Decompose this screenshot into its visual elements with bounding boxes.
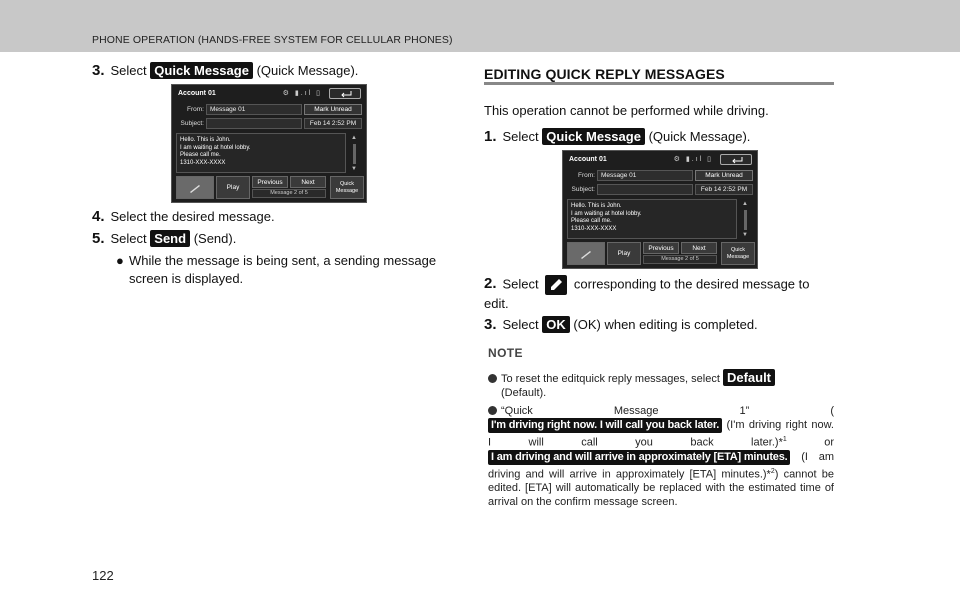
quick-message-button[interactable]: [330, 176, 364, 199]
section-title: EDITING QUICK REPLY MESSAGES: [484, 66, 725, 82]
subject-label: Subject:: [571, 186, 595, 193]
note-item-2: [488, 404, 834, 509]
message-body: [567, 199, 737, 239]
note-prefix: “Quick Message 1” (: [501, 405, 834, 417]
bullet-dot: [488, 406, 497, 415]
body-line: I am waiting at hotel lobby.: [180, 144, 251, 151]
step-suffix: (OK) when editing is completed.: [573, 317, 758, 332]
account-title: Account 01: [178, 90, 216, 97]
ok-label: OK: [542, 316, 570, 333]
body-line: Please call me.: [180, 152, 221, 158]
status-icons: ⚙ ▮.ıl ▯: [282, 90, 322, 97]
intro: This operation cannot be performed while driving.: [484, 103, 769, 118]
bullet-dot: [488, 374, 497, 383]
step-prefix: Select: [110, 63, 147, 78]
pencil-icon: [545, 275, 567, 295]
mark-unread-button[interactable]: Mark Unread: [304, 104, 362, 115]
body-line: 1310-XXX-XXXX: [180, 159, 226, 166]
control-bar: [176, 176, 362, 199]
body-line: I am waiting at hotel lobby.: [571, 210, 642, 217]
from-field: Message 01: [597, 170, 693, 181]
default-label: Default: [723, 369, 775, 386]
step-suffix: (Send).: [193, 231, 237, 246]
footnote-1: 1: [782, 436, 787, 443]
from-field: Message 01: [206, 104, 302, 115]
back-arrow-icon: [340, 90, 352, 98]
bullet-dot: ●: [116, 253, 124, 268]
step-number: 3.: [92, 62, 105, 79]
step-suffix: (Quick Message).: [648, 129, 751, 144]
scroll-track[interactable]: [744, 210, 747, 230]
driving-back-later-label: I'm driving right now. I will call you back later.: [488, 418, 722, 433]
play-button[interactable]: Play: [216, 176, 250, 199]
note-item-1: [488, 369, 834, 400]
step-number: 1.: [484, 128, 497, 145]
body-line: 1310-XXX-XXXX: [571, 225, 617, 232]
body-line: Hello. This is John.: [571, 203, 622, 209]
step-prefix: Select: [502, 276, 539, 292]
chapter-title: PHONE OPERATION (HANDS-FREE SYSTEM FOR CELLULAR PHONES): [92, 34, 453, 46]
driving-eta-label: I am driving and will arrive in approximately [ETA] minutes.: [488, 450, 790, 465]
step-prefix: Select: [110, 231, 147, 246]
account-title: Account 01: [569, 156, 607, 163]
intro-text: [484, 102, 769, 120]
left-bullet: [116, 252, 446, 288]
message-counter: Message 2 of 5: [643, 255, 717, 264]
pencil-icon: [579, 249, 593, 259]
send-label: Send: [150, 230, 190, 247]
step-suffix: corresponding to the desired message to edit.: [484, 276, 810, 311]
quick-label: Quick: [339, 181, 355, 187]
from-label: From:: [578, 172, 595, 179]
quick-message-label: Quick Message: [150, 62, 253, 79]
note-or: or: [786, 436, 834, 449]
note-mid: (I'm driving right now. I will call you back later.)*: [488, 419, 834, 449]
left-step-5: [92, 230, 236, 248]
step-prefix: Select: [502, 129, 539, 144]
date-field: Feb 14 2:52 PM: [304, 118, 362, 129]
back-arrow-icon: [731, 156, 743, 164]
control-bar: [567, 242, 753, 265]
previous-button[interactable]: Previous: [252, 176, 288, 188]
body-line: Hello. This is John.: [180, 137, 231, 143]
status-icons: ⚙ ▮.ıl ▯: [673, 156, 713, 163]
subject-label: Subject:: [180, 120, 204, 127]
mark-unread-button[interactable]: Mark Unread: [695, 170, 753, 181]
left-step-3: [92, 62, 358, 80]
header-bar: [0, 0, 960, 52]
right-step-2: [484, 275, 836, 313]
right-step-3: [484, 316, 758, 334]
message-body: [176, 133, 346, 173]
body-line: Please call me.: [571, 218, 612, 224]
step-text: Select the desired message.: [110, 209, 275, 224]
quick-label: Quick: [730, 247, 746, 253]
step-number: 2.: [484, 275, 497, 293]
edit-button[interactable]: [176, 176, 214, 199]
date-field: Feb 14 2:52 PM: [695, 184, 753, 195]
left-step-4: [92, 208, 275, 226]
subject-field: [597, 184, 693, 195]
message-counter: Message 2 of 5: [252, 189, 326, 198]
edit-button[interactable]: [567, 242, 605, 265]
next-button[interactable]: Next: [290, 176, 326, 188]
next-button[interactable]: Next: [681, 242, 717, 254]
page-number: 122: [92, 568, 114, 583]
step-number: 5.: [92, 230, 105, 247]
scroll-up-icon[interactable]: ▲: [742, 201, 748, 207]
right-step-1: [484, 128, 750, 146]
step-number: 4.: [92, 208, 105, 225]
play-button[interactable]: Play: [607, 242, 641, 265]
step-prefix: Select: [502, 317, 539, 332]
scroll-down-icon[interactable]: ▼: [351, 166, 357, 172]
quick-message-button[interactable]: [721, 242, 755, 265]
note-tail: (I am driving and will arrive in approximately [ETA] minutes.)*: [488, 450, 835, 481]
section-rule: [484, 82, 834, 85]
message-screen-2: [562, 150, 758, 269]
scroll-up-icon[interactable]: ▲: [351, 135, 357, 141]
bullet-text: While the message is being sent, a sending message screen is displayed.: [129, 253, 437, 286]
scroll-down-icon[interactable]: ▼: [742, 232, 748, 238]
step-suffix: (Quick Message).: [256, 63, 359, 78]
message-label: Message: [335, 188, 359, 194]
message-screen-1: [171, 84, 367, 203]
previous-button[interactable]: Previous: [643, 242, 679, 254]
back-button[interactable]: [329, 88, 361, 99]
step-number: 3.: [484, 316, 497, 333]
scrollbar[interactable]: [741, 201, 749, 239]
footnote-2: 2: [770, 467, 775, 475]
pencil-icon: [188, 183, 202, 193]
note-suffix: (Default).: [501, 387, 547, 399]
note-tail-2: ) cannot be edited. [ETA] will automatically be replaced with the estimated time of arrival on the confirm message screen.: [488, 468, 834, 509]
scroll-track[interactable]: [353, 144, 356, 164]
subject-field: [206, 118, 302, 129]
quick-message-label: Quick Message: [542, 128, 645, 145]
back-button[interactable]: [720, 154, 752, 165]
note-title: NOTE: [488, 346, 523, 360]
note-text: To reset the editquick reply messages, select: [501, 373, 720, 385]
from-label: From:: [187, 106, 204, 113]
scrollbar[interactable]: [350, 135, 358, 173]
message-label: Message: [726, 254, 750, 260]
